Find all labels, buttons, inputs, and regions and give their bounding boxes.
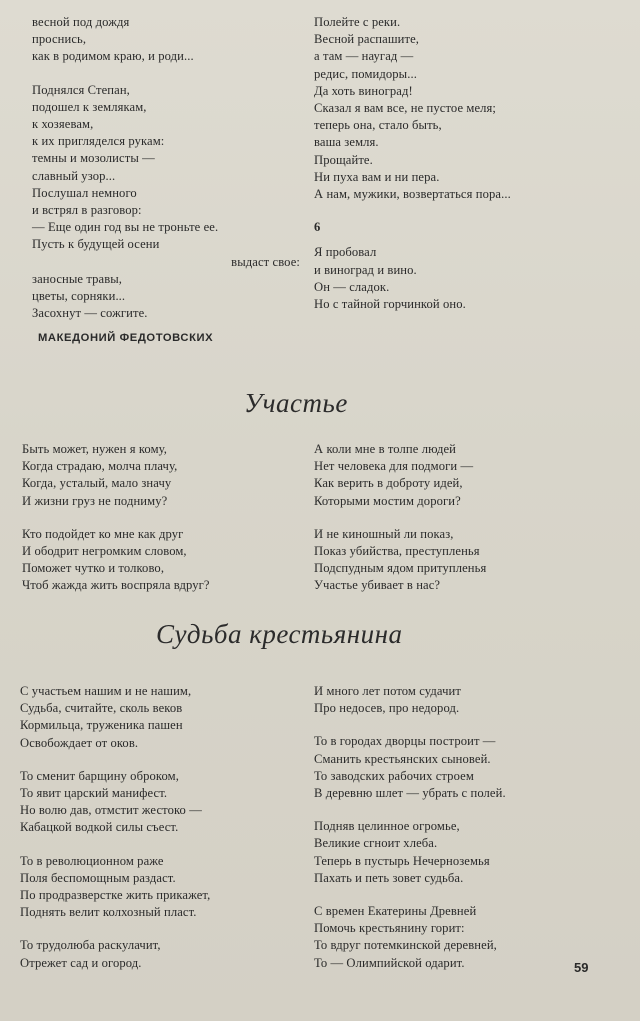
verse-line: Показ убийства, преступленья (314, 544, 480, 559)
verse-line: и встрял в разговор: (32, 203, 142, 218)
stanza (314, 14, 614, 203)
poem-title-sudba-krestyanina: Судьба крестьянина (156, 619, 403, 649)
verse-line: цветы, сорняки... (32, 289, 126, 304)
verse-line: темны и мозолисты — (32, 151, 155, 166)
stanza (314, 683, 614, 717)
verse-line: весной под дождя (32, 15, 130, 29)
poem-continuation-left-column (32, 14, 300, 322)
stanza (22, 441, 302, 510)
verse-line: А нам, мужики, возвертаться пора... (314, 187, 511, 202)
poem-continuation-right-column (314, 14, 614, 313)
verse-line: То явит царский манифест. (20, 786, 168, 801)
verse-line: Но с тайной горчинкой оно. (314, 297, 466, 312)
verse-line: Поднять велит колхозный пласт. (20, 905, 197, 920)
stanza (314, 818, 614, 887)
verse-line: Отрежет сад и огород. (20, 955, 142, 970)
verse-line: Подняв целинное огромье, (314, 819, 460, 834)
verse-line: Да хоть виноград! (314, 83, 413, 98)
poem-uchastye-left-column (22, 441, 302, 595)
verse-line: теперь она, стало быть, (314, 118, 442, 133)
verse-line: славный узор... (32, 168, 116, 183)
poem-sudba-right-column (314, 683, 614, 972)
verse-line: То в революционном раже (20, 853, 164, 868)
verse-line: ваша земля. (314, 135, 379, 150)
stanza (314, 903, 614, 972)
stanza (32, 14, 300, 66)
verse-line: подошел к землякам, (32, 99, 147, 114)
verse-line: В деревню шлет — убрать с полей. (314, 786, 506, 801)
verse-line: И много лет потом судачит (314, 684, 461, 698)
stanza (22, 526, 302, 595)
verse-line: С участьем нашим и не нашим, (20, 684, 192, 698)
verse-line: Быть может, нужен я кому, (22, 442, 168, 456)
verse-line: И ободрит негромким словом, (22, 544, 187, 559)
verse-line: Великие сгноит хлеба. (314, 836, 438, 851)
stanza (20, 768, 300, 837)
verse-line: Но волю дав, отмстит жестоко — (20, 803, 202, 818)
verse-line: Сказал я вам все, не пустое меля; (314, 101, 497, 116)
verse-line: По продразверстке жить прикажет, (20, 888, 211, 903)
verse-line: Кормильца, труженика пашен (20, 718, 183, 733)
verse-line: Ни пуха вам и ни пера. (314, 169, 440, 184)
verse-line: проснись, (32, 32, 87, 47)
verse-line: Весной распашите, (314, 32, 420, 47)
poem-title-uchastye: Участье (244, 388, 348, 418)
verse-line: Кто подойдет ко мне как друг (22, 526, 184, 541)
verse-line: выдаст свое: (231, 254, 300, 269)
verse-line: заносные травы, (32, 271, 123, 286)
verse-line: Полейте с реки. (314, 15, 401, 29)
verse-line: То трудолюба раскулачит, (20, 938, 161, 953)
poem-sudba-left-column (20, 683, 300, 972)
verse-line: редис, помидоры... (314, 66, 417, 81)
stanza (20, 853, 300, 922)
verse-line: Как верить в доброту идей, (314, 476, 463, 491)
verse-line: Чтоб жажда жить воспряла вдруг? (22, 578, 210, 593)
section-number: 6 (314, 220, 321, 235)
verse-line: С времен Екатерины Древней (314, 904, 477, 919)
verse-line: Подспудным ядом притупленья (314, 561, 487, 576)
verse-line: Которыми мостим дороги? (314, 493, 461, 508)
verse-line: То — Олимпийской одарит. (314, 955, 465, 970)
verse-line: Пусть к будущей осени (32, 237, 160, 252)
verse-line: И не киношный ли показ, (314, 526, 454, 541)
page-number: 59 (574, 960, 589, 975)
verse-line: и виноград и вино. (314, 262, 417, 277)
verse-line: Я пробовал (314, 245, 377, 260)
author-name: МАКЕДОНИЙ ФЕДОТОВСКИХ (38, 332, 214, 344)
stanza (20, 937, 300, 971)
verse-line: Когда страдаю, молча плачу, (22, 459, 178, 474)
verse-line: И жизни груз не подниму? (22, 493, 168, 508)
poem-uchastye-right-column (314, 441, 614, 595)
verse-line: к хозяевам, (32, 117, 94, 132)
verse-line: Пахать и петь зовет судьба. (314, 870, 464, 885)
stanza (314, 526, 614, 595)
verse-line: Про недосев, про недород. (314, 701, 460, 716)
stanza (32, 82, 300, 323)
verse-line: А коли мне в толпе людей (314, 442, 456, 456)
stanza (314, 244, 614, 313)
stanza (20, 683, 300, 752)
verse-line: То заводских рабочих строем (314, 768, 474, 783)
verse-line: Когда, усталый, мало значу (22, 476, 172, 491)
verse-line: как в родимом краю, и роди... (32, 49, 194, 64)
verse-line: Сманить крестьянских сыновей. (314, 751, 491, 766)
verse-line: Поможет чутко и толково, (22, 561, 165, 576)
verse-line: То в городах дворцы построит — (314, 734, 496, 749)
verse-line: Поля беспомощным раздаст. (20, 870, 176, 885)
stanza (314, 733, 614, 802)
verse-line: Нет человека для подмоги — (314, 459, 474, 474)
verse-line: — Еще один год вы не троньте ее. (32, 220, 219, 235)
verse-line: Помочь крестьянину горит: (314, 921, 465, 936)
verse-line: Он — сладок. (314, 279, 390, 294)
verse-line: Теперь в пустырь Нечерноземья (314, 853, 490, 868)
verse-line: к их пригляделся рукам: (32, 134, 165, 149)
verse-line: То сменит барщину оброком, (20, 768, 179, 783)
stanza (314, 441, 614, 510)
verse-line: Освобождает от оков. (20, 735, 139, 750)
verse-line: Засохнут — сожгите. (32, 306, 148, 321)
verse-line: Прощайте. (314, 152, 373, 167)
verse-line: Участье убивает в нас? (314, 578, 441, 593)
verse-line: Поднялся Степан, (32, 82, 130, 97)
verse-line: Судьба, считайте, сколь веков (20, 701, 183, 716)
verse-line: То вдруг потемкинской деревней, (314, 938, 497, 953)
verse-line: Кабацкой водкой силы съест. (20, 820, 179, 835)
verse-line: Послушал немного (32, 185, 137, 200)
verse-line: а там — наугад — (314, 49, 414, 64)
